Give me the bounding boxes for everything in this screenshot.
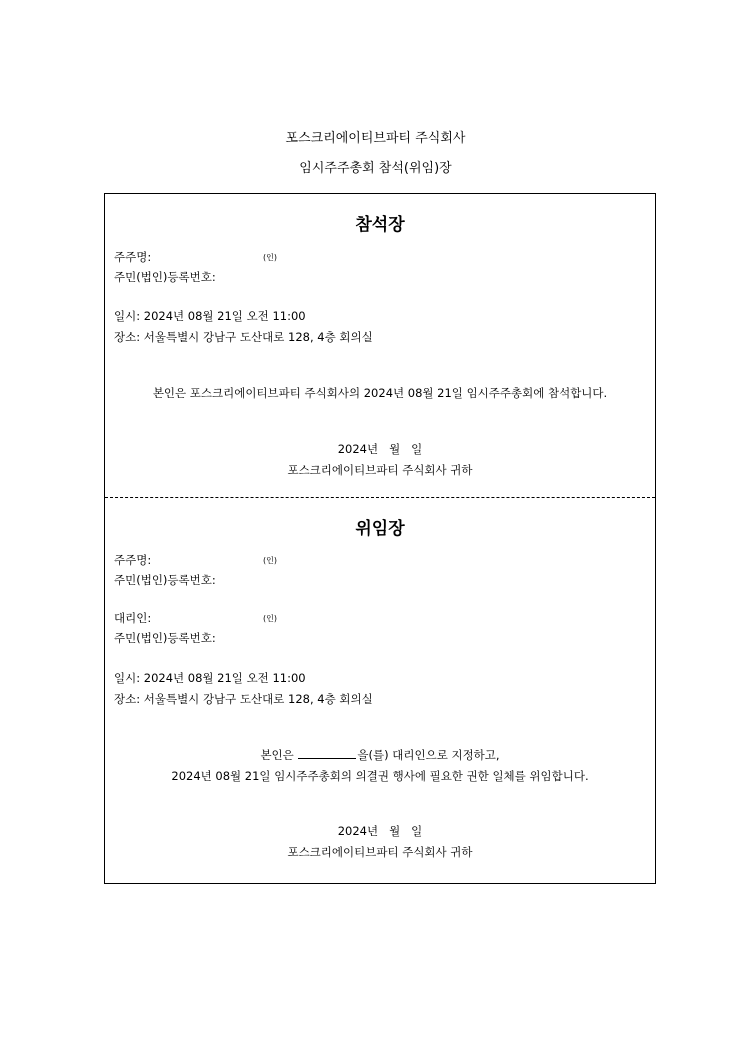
attendance-heading: 참석장 xyxy=(355,215,405,235)
statement-prefix: 본인은 xyxy=(260,748,294,762)
meeting-datetime: 일시: 2024년 08월 21일 오전 11:00 xyxy=(114,309,306,323)
shareholder-name-label: 주주명: xyxy=(114,250,152,264)
meeting-venue: 장소: 서울특별시 강남구 도산대로 128, 4층 회의실 xyxy=(114,692,373,706)
proxy-statement-line1 xyxy=(105,747,655,763)
statement-suffix: 을(를) 대리인으로 지정하고, xyxy=(357,748,500,762)
seal-mark: (인) xyxy=(263,253,277,262)
document-subtitle: 임시주주총회 참석(위임)장 xyxy=(299,161,452,176)
form-box xyxy=(104,193,656,884)
meeting-venue: 장소: 서울특별시 강남구 도산대로 128, 4층 회의실 xyxy=(114,330,373,344)
company-title: 포스크리에이티브파티 주식회사 xyxy=(285,131,466,146)
registration-number-label: 주민(법인)등록번호: xyxy=(114,573,216,587)
shareholder-name-label: 주주명: xyxy=(114,553,152,567)
agent-registration-number-label: 주민(법인)등록번호: xyxy=(114,631,216,645)
attendance-section xyxy=(105,194,655,497)
agent-name-blank xyxy=(298,748,356,759)
agent-seal-mark: (인) xyxy=(263,614,277,623)
addressee: 포스크리에이티브파티 주식회사 귀하 xyxy=(287,845,473,859)
signature-date: 2024년 월 일 xyxy=(337,442,423,456)
proxy-statement-line2: 2024년 08월 21일 임시주주총회의 의결권 행사에 필요한 권한 일체를 위임합니다. xyxy=(171,769,589,783)
addressee: 포스크리에이티브파티 주식회사 귀하 xyxy=(287,463,473,477)
proxy-heading: 위임장 xyxy=(355,519,405,539)
signature-date: 2024년 월 일 xyxy=(337,824,423,838)
agent-name-label: 대리인: xyxy=(114,611,152,625)
registration-number-label: 주민(법인)등록번호: xyxy=(114,270,216,284)
meeting-datetime: 일시: 2024년 08월 21일 오전 11:00 xyxy=(114,671,306,685)
attendance-statement: 본인은 포스크리에이티브파티 주식회사의 2024년 08월 21일 임시주주총회에 참석합니다. xyxy=(152,386,608,400)
proxy-section xyxy=(105,498,655,883)
seal-mark: (인) xyxy=(263,556,277,565)
